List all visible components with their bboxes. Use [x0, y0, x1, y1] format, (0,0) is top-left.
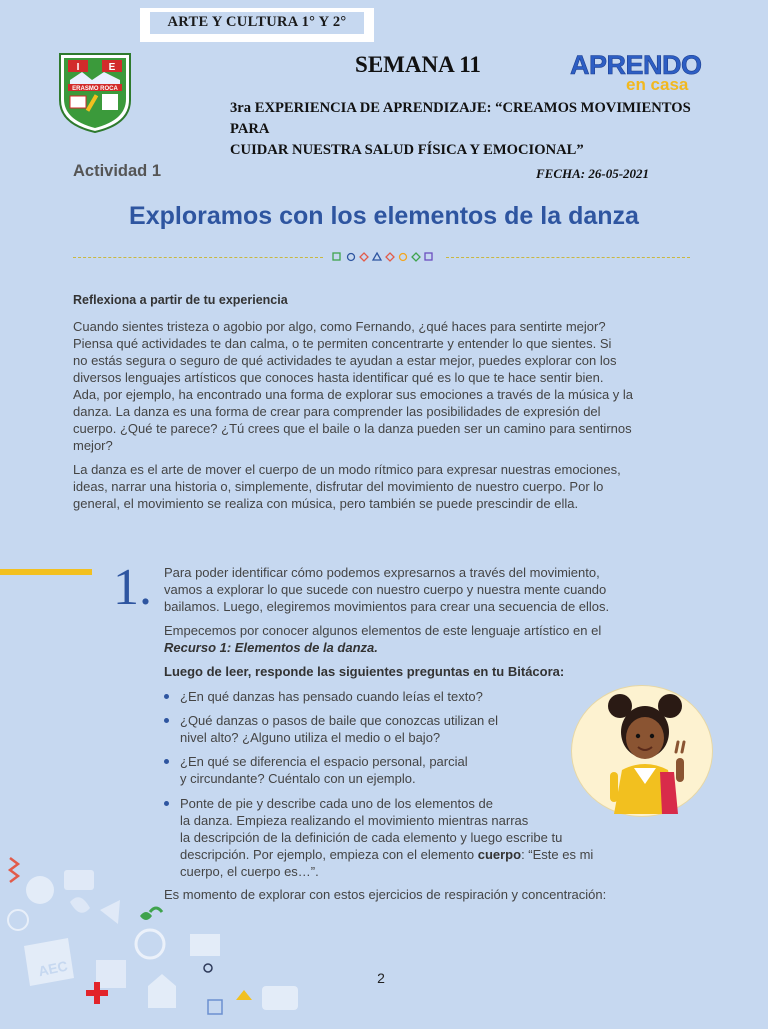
questions-heading: Luego de leer, responde las siguientes preguntas en tu Bitácora: [164, 664, 565, 679]
svg-text:I: I [76, 62, 80, 73]
page-number: 2 [377, 970, 385, 986]
step-number: 1. [113, 559, 152, 616]
decorative-shapes [330, 250, 440, 264]
resource-name: Recurso 1: Elementos de la danza. [164, 640, 378, 655]
divider-left [73, 257, 323, 258]
svg-text:AEC: AEC [36, 957, 70, 980]
step-intro: Para poder identificar cómo podemos expresarnos a través del movimiento, vamos a explorar lo que sucede con nuestro cuerpo y nuestra mente cuando bailamos. Luego, elegiremos movimientos para crear una secuencia de ellos. [164, 565, 610, 614]
accent-bar [0, 569, 92, 575]
decorative-icons-cluster [0, 850, 310, 1024]
student-illustration [590, 688, 700, 814]
activity-date: FECHA: 26-05-2021 [536, 166, 650, 181]
aprendo-en-casa-logo [568, 48, 714, 96]
bullet-dot [164, 759, 169, 764]
week-title: SEMANA 11 [355, 52, 481, 77]
school-logo [58, 52, 132, 134]
bullet-dot [164, 801, 169, 806]
resource-paragraph: Empecemos por conocer algunos elementos de este lenguaje artístico en el Recurso 1: Elementos de la danza. [164, 622, 695, 656]
reflexion-paragraph-2: La danza es el arte de mover el cuerpo de un modo rítmico para expresar nuestras emociones, ideas, narrar una historia o, simplemente, disfrutar del movimiento de nuestro cuerpo. Por lo general, el movimiento se realiza con música, pero también se puede prescindir de ella. [73, 462, 621, 511]
reflexion-heading: Reflexiona a partir de tu experiencia [73, 293, 288, 307]
svg-text:E: E [108, 62, 116, 73]
reflexion-paragraph-1: Cuando sientes tristeza o agobio por algo, como Fernando, ¿qué haces para sentirte mejor? Piensa qué actividades te dan calma, o te permiten concentrarte y entender lo que sientes. Si no estás segura o seguro de qué actividades te ayudan a estar mejor, puedes explorar con los diversos lenguajes artísticos que conoces hasta identificar qué es lo que te hace sentir bien. Ada, por ejemplo, ha encontrado una forma de explorar sus emociones a través de la música y la danza. La danza es una forma de crear para comprender las posibilidades de expresión del cuerpo. ¿Qué te parece? ¿Tú crees que el baile o la danza pueden ser un camino para sentirnos mejor? [73, 319, 634, 453]
grade-tag: ARTE Y CULTURA 1° Y 2° [150, 12, 364, 34]
bullet-dot [164, 694, 169, 699]
bullet-dot [164, 718, 169, 723]
experience-title: 3ra EXPERIENCIA DE APRENDIZAJE: “CREAMOS MOVIMIENTOS PARA CUIDAR NUESTRA SALUD FÍSICA Y EMOCIONAL” [230, 100, 691, 158]
closing-text: Es momento de explorar con estos ejercicios de respiración y concentración: [164, 887, 607, 902]
svg-text:ERASMO ROCA: ERASMO ROCA [72, 86, 118, 92]
activity-label: Actividad 1 [73, 162, 162, 180]
activity-title: Exploramos con los elementos de la danza [129, 202, 639, 230]
svg-text:APRENDO: APRENDO [570, 50, 702, 80]
divider-right [446, 257, 690, 258]
svg-text:en casa: en casa [626, 75, 689, 94]
